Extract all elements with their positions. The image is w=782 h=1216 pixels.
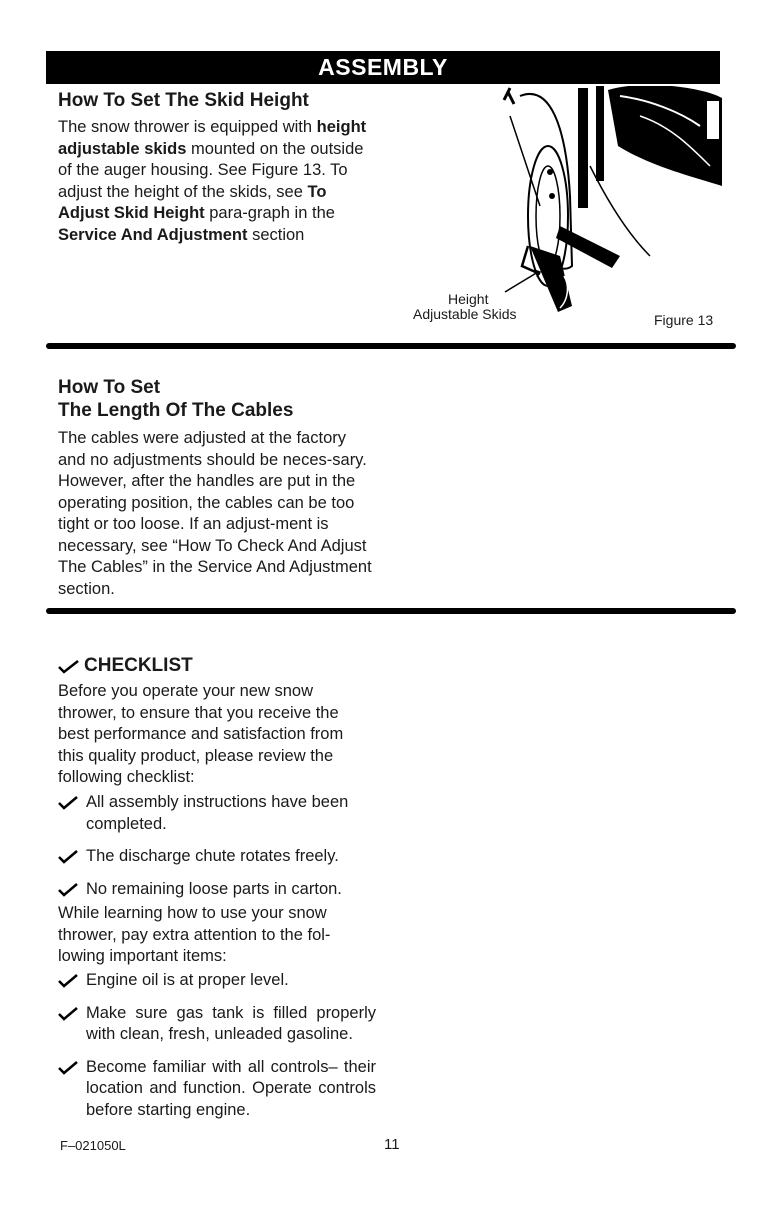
checkmark-icon bbox=[58, 972, 78, 988]
checklist-intro: Before you operate your new snow thrower, to ensure that you receive the best performance and satisfaction from this quality product, please review the following checklist: bbox=[58, 682, 344, 786]
section-header: ASSEMBLY bbox=[46, 51, 720, 84]
skid-height-paragraph bbox=[58, 117, 378, 246]
list-item bbox=[58, 792, 388, 835]
checklist-items-1 bbox=[58, 792, 388, 911]
page-number: 11 bbox=[384, 1136, 400, 1153]
checklist-item-text: Engine oil is at proper level. bbox=[86, 971, 289, 989]
snow-thrower-skid-illustration bbox=[500, 86, 722, 322]
list-item bbox=[58, 1003, 376, 1046]
document-code: F–021050L bbox=[60, 1138, 126, 1153]
cables-heading-line1: How To Set bbox=[58, 377, 161, 398]
checklist-heading bbox=[58, 654, 193, 677]
callout-line-1: Height bbox=[448, 291, 489, 307]
checkmark-icon bbox=[58, 794, 78, 810]
callout-line-2: Adjustable Skids bbox=[413, 306, 517, 322]
skid-bold-2: To Adjust Skid Height bbox=[58, 182, 327, 222]
skid-height-heading: How To Set The Skid Height bbox=[58, 90, 309, 111]
checklist-intro-2: While learning how to use your snow thrower, pay extra attention to the fol-lowing important items: bbox=[58, 904, 331, 965]
checklist-item-text: No remaining loose parts in carton. bbox=[86, 879, 342, 898]
checklist-item-text: All assembly instructions have been completed. bbox=[86, 793, 349, 833]
skid-bold-3: Service And Adjustment bbox=[58, 225, 248, 244]
skid-text-4: section bbox=[247, 225, 305, 244]
checklist-items-2 bbox=[58, 970, 376, 1132]
list-item bbox=[58, 1057, 376, 1122]
skid-text-3: para-graph in the bbox=[204, 204, 335, 222]
checkmark-icon bbox=[58, 881, 78, 897]
cables-paragraph: The cables were adjusted at the factory and no adjustments should be neces-sary. However, after the handles are put in the operating position, the cables can be too tight or too loose. If an adjust-ment is necessary, see “How To Check And Adjust The Cables” in the Service And Adjustment section. bbox=[58, 429, 372, 598]
checkmark-icon bbox=[58, 848, 78, 864]
figure-caption: Figure 13 bbox=[654, 312, 714, 328]
skid-text-2: mounted on the outside of the auger housing. See Figure 13. To adjust the height of the skids, see bbox=[58, 139, 364, 201]
checkmark-icon bbox=[58, 1005, 78, 1021]
checkmark-icon bbox=[58, 1059, 78, 1075]
section-divider bbox=[46, 343, 736, 349]
list-item bbox=[58, 970, 376, 992]
list-item bbox=[58, 879, 388, 901]
skid-text-1: The snow thrower is equipped with bbox=[58, 118, 313, 136]
list-item bbox=[58, 846, 388, 868]
checklist-item-text: Become familiar with all controls– their location and function. Operate controls before starting engine. bbox=[86, 1057, 376, 1119]
checklist-item-text: Make sure gas tank is filled properly with clean, fresh, unleaded gasoline. bbox=[86, 1003, 376, 1043]
checklist-item-text: The discharge chute rotates freely. bbox=[86, 847, 339, 865]
skid-bold-1: height adjustable skids bbox=[58, 118, 367, 158]
section-divider bbox=[46, 608, 736, 614]
cables-heading-line2: The Length Of The Cables bbox=[58, 400, 294, 421]
checkmark-icon bbox=[58, 658, 80, 674]
checklist-heading-label: CHECKLIST bbox=[84, 655, 193, 676]
